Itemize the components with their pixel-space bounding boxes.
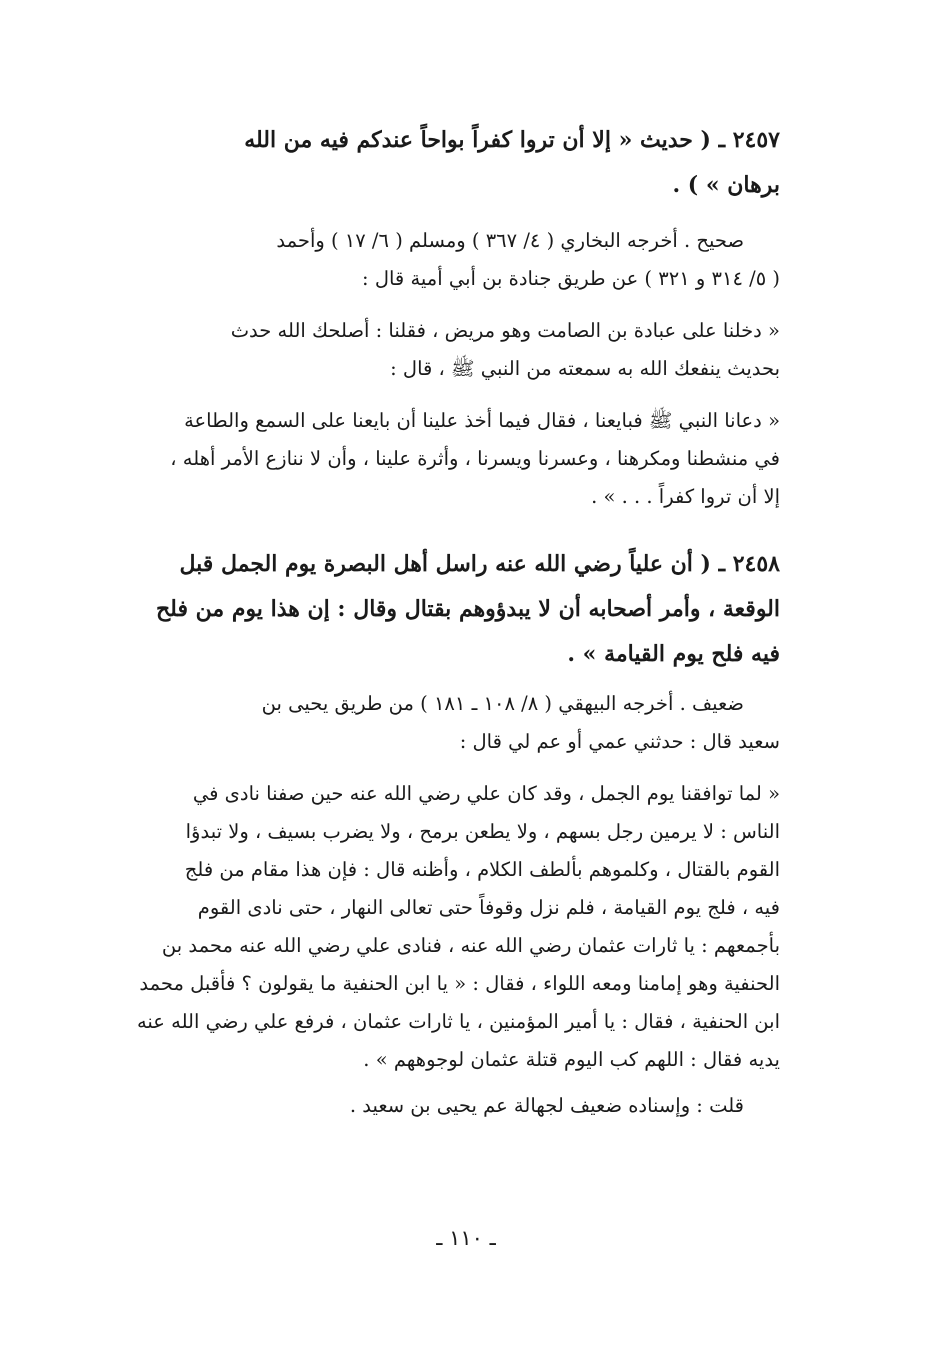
quote-line: ابن الحنفية ، فقال : يا أمير المؤمنين ، يا ثارات عثمان ، فرفع علي رضي الله عنه (136, 1010, 780, 1033)
quote-2457-b (100, 402, 780, 516)
note-line: قلت : وإسناده ضعيف لجهالة عم يحيى بن سعيد . (349, 1094, 744, 1117)
hadith-line: الوقعة ، وأمر أصحابه أن لا يبدؤوهم بقتال وقال : إن هذا يوم من فلح (155, 596, 780, 622)
quote-2458 (100, 775, 780, 1079)
hadith-line: فيه فلح يوم القيامة » . (567, 641, 780, 667)
hadith-2458 (100, 542, 780, 677)
quote-line: « دعانا النبي ﷺ فبايعنا ، فقال فيما أخذ علينا أن بايعنا على السمع والطاعة (184, 409, 780, 432)
takhrij-2458 (100, 685, 780, 761)
takhrij-line: سعيد قال : حدثني عمي أو عم لي قال : (459, 730, 780, 753)
takhrij-line: صحيح . أخرجه البخاري ( ٤/ ٣٦٧ ) ومسلم ( ٦/ ١٧ ) وأحمد (276, 229, 744, 252)
quote-line: الناس : لا يرمين رجل بسهم ، ولا يطعن برمح ، ولا يضرب بسيف ، ولا تبدؤا (185, 820, 780, 843)
quote-line: بحديث ينفعك الله به سمعته من النبي ﷺ ، قال : (390, 357, 780, 380)
quote-line: إلا أن تروا كفراً . . . » . (591, 485, 780, 508)
author-note-2458 (100, 1087, 780, 1125)
quote-line: « لما توافقنا يوم الجمل ، وقد كان علي رضي الله عنه حين صفنا نادى في (192, 782, 780, 805)
takhrij-2457 (100, 222, 780, 298)
quote-line: بأجمعهم : يا ثارات عثمان رضي الله عنه ، فنادى علي رضي الله عنه محمد بن (161, 934, 780, 957)
hadith-line: ٢٤٥٨ ـ ( أن علياً رضي الله عنه راسل أهل البصرة يوم الجمل قبل (179, 551, 780, 577)
quote-line: فيه ، فلج يوم القيامة ، فلم نزل وقوفاً حتى تعالى النهار ، حتى نادى القوم (197, 896, 780, 919)
document-page (100, 118, 780, 1125)
hadith-2457 (100, 118, 780, 208)
quote-line: الحنفية وهو إمامنا ومعه اللواء ، فقال : « يا ابن الحنفية ما يقولون ؟ فأقبل محمد (139, 972, 780, 995)
hadith-line: برهان » ) . (672, 172, 780, 198)
page-number: ـ ١١٠ ـ (436, 1226, 496, 1250)
quote-line: يديه فقال : اللهم كب اليوم قتلة عثمان لوجوههم » . (363, 1048, 780, 1071)
hadith-line: ٢٤٥٧ ـ ( حديث « إلا أن تروا كفراً بواحاً عندكم فيه من الله (244, 127, 780, 153)
quote-line: القوم بالقتال ، وكلموهم بألطف الكلام ، وأظنه قال : فإن هذا مقام من فلج (184, 858, 780, 881)
takhrij-line: ( ٥/ ٣١٤ و ٣٢١ ) عن طريق جنادة بن أبي أمية قال : (362, 267, 780, 290)
quote-2457-a (100, 312, 780, 388)
quote-line: « دخلنا على عبادة بن الصامت وهو مريض ، فقلنا : أصلحك الله حدث (230, 319, 780, 342)
quote-line: في منشطنا ومكرهنا ، وعسرنا ويسرنا ، وأثرة علينا ، وأن لا ننازع الأمر أهله ، (170, 447, 780, 470)
takhrij-line: ضعيف . أخرجه البيهقي ( ٨/ ١٠٨ ـ ١٨١ ) من طريق يحيى بن (261, 692, 744, 715)
